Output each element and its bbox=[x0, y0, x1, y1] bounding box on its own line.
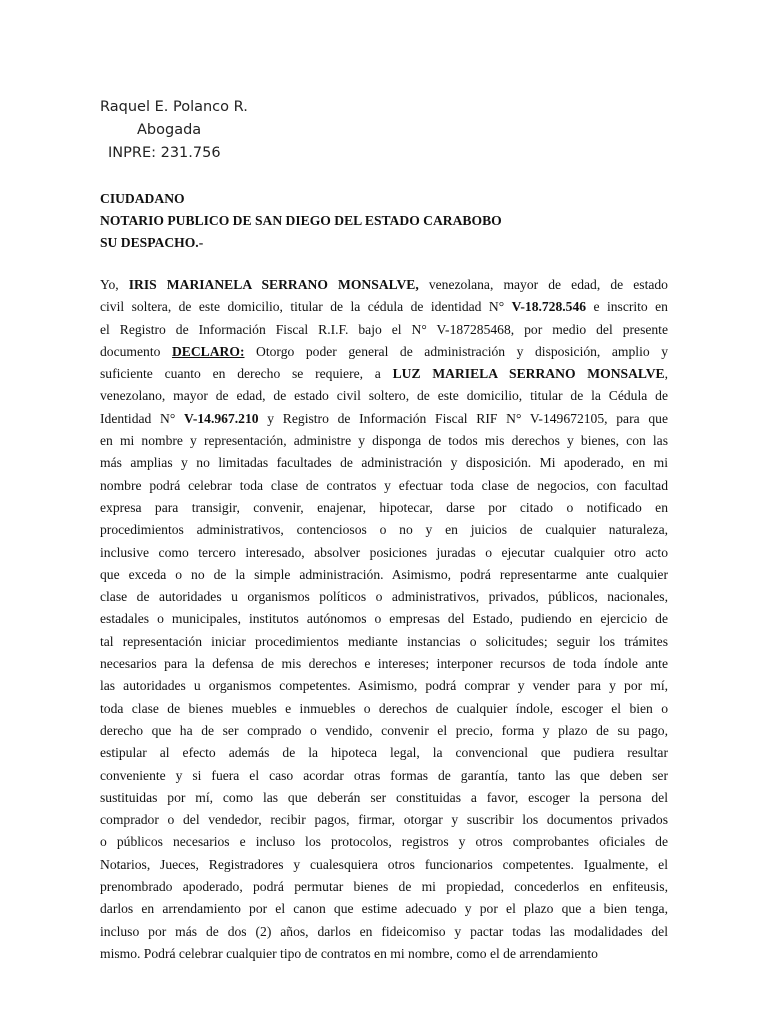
text-segment: Identidad N° bbox=[100, 410, 185, 426]
lawyer-inpre: INPRE: 231.756 bbox=[108, 145, 221, 161]
body-line: expresa para transigir, convenir, enajenar, hipotecar, darse por citado o notificado en bbox=[100, 499, 668, 515]
lawyer-title: Abogada bbox=[137, 122, 202, 138]
body-line: conveniente y si fuera el caso acordar otras formas de garantía, tanto las que deben ser bbox=[100, 767, 668, 783]
text-segment: Otorgo poder general de administración y disposición, amplio y bbox=[244, 343, 668, 359]
body-line: mismo. Podrá celebrar cualquier tipo de contratos en mi nombre, como el de arrendamiento bbox=[100, 945, 598, 961]
grantor-name: IRIS MARIANELA SERRANO MONSALVE, bbox=[128, 277, 419, 292]
addressee-line-2: NOTARIO PUBLICO DE SAN DIEGO DEL ESTADO CARABOBO bbox=[100, 213, 502, 228]
body-line: nombre podrá celebrar toda clase de contratos y efectuar toda clase de negocios, con facultad bbox=[100, 477, 668, 493]
addressee-line-1: CIUDADANO bbox=[100, 191, 185, 206]
attorney-name: LUZ MARIELA SERRANO MONSALVE bbox=[392, 366, 665, 382]
declaro-keyword: DECLARO: bbox=[171, 343, 245, 359]
body-line bbox=[100, 408, 668, 430]
body-line bbox=[100, 274, 668, 296]
text-segment: y Registro de Información Fiscal RIF N° V-149672105, para que bbox=[258, 410, 668, 426]
body-line: tal representación iniciar procedimientos mediante instancias o solicitudes; seguir los trámites bbox=[100, 633, 668, 649]
body-line: más amplias y no limitadas facultades de administración y disposición. Mi apoderado, en mi bbox=[100, 455, 668, 471]
text-segment: civil soltera, de este domicilio, titular de la cédula de identidad N° bbox=[100, 299, 512, 315]
body-line: estipular al efecto además de la hipoteca legal, la convencional que pudiera resultar bbox=[100, 745, 668, 761]
document-body bbox=[100, 274, 668, 965]
body-line: en mi nombre y representación, administre y disponga de todos mis derechos y bienes, con las bbox=[100, 433, 668, 449]
text-segment: documento bbox=[100, 343, 172, 359]
body-line: estadales o municipales, institutos autónomos o empresas del Estado, pudiendo en ejercicio de bbox=[100, 611, 668, 627]
lawyer-name: Raquel E. Polanco R. bbox=[100, 99, 248, 115]
body-line: sustituidas por mí, como las que deberán ser constituidas a favor, escoger la persona del bbox=[100, 789, 668, 805]
body-line: procedimientos administrativos, contenciosos o no y en juicios de cualquier naturaleza, bbox=[100, 522, 668, 538]
body-line bbox=[100, 363, 668, 385]
text-segment: e inscrito en bbox=[586, 299, 668, 315]
body-line: toda clase de bienes muebles e inmuebles o derechos de cualquier índole, escoger el bien o bbox=[100, 700, 668, 716]
body-line bbox=[100, 341, 668, 363]
addressee-line-3: SU DESPACHO.- bbox=[100, 235, 204, 250]
text-segment: venezolana, mayor de edad, de estado bbox=[418, 277, 668, 292]
body-line: el Registro de Información Fiscal R.I.F. bajo el N° V-187285468, por medio del presente bbox=[100, 321, 668, 337]
body-line: darlos en arrendamiento por el canon que estime adecuado y por el plazo que a bien tenga, bbox=[100, 901, 668, 917]
letterhead bbox=[100, 96, 248, 165]
text-segment: , bbox=[664, 366, 668, 382]
body-line: las autoridades u organismos competentes. Asimismo, podrá comprar y vender para y por mí, bbox=[100, 678, 668, 694]
grantor-id-number: V-18.728.546 bbox=[511, 299, 587, 315]
body-line: que exceda o no de la simple administración. Asimismo, podrá representarme ante cualquier bbox=[100, 566, 668, 582]
body-line: incluso por más de dos (2) años, darlos en fideicomiso y pactar todas las modalidades del bbox=[100, 923, 668, 939]
body-line: comprador o del vendedor, recibir pagos, firmar, otorgar y suscribir los documentos privados bbox=[100, 812, 668, 828]
body-line: Notarios, Jueces, Registradores y cualesquiera otros funcionarios competentes. Igualmente, el bbox=[100, 856, 668, 872]
body-line: prenombrado apoderado, podrá permutar bienes de mi propiedad, concederlos en enfiteusis, bbox=[100, 879, 668, 895]
body-line bbox=[100, 296, 668, 318]
body-line: o públicos necesarios e incluso los protocolos, registros y otros comprobantes oficiales de bbox=[100, 834, 668, 850]
addressee-block bbox=[100, 188, 502, 254]
text-segment: suficiente cuanto en derecho se requiere, a bbox=[100, 366, 393, 382]
body-line: venezolano, mayor de edad, de estado civil soltero, de este domicilio, titular de la Cédula de bbox=[100, 388, 668, 404]
text-segment: Yo, bbox=[100, 277, 129, 292]
attorney-id-number: V-14.967.210 bbox=[184, 410, 259, 426]
body-line: inclusive como tercero interesado, absolver posiciones juradas o ejecutar cualquier otro acto bbox=[100, 544, 668, 560]
body-line: derecho que ha de ser comprado o vendido, convenir el precio, forma y plazo de su pago, bbox=[100, 722, 668, 738]
body-line: clase de autoridades u organismos políticos o administrativos, privados, públicos, nacionales, bbox=[100, 589, 668, 605]
body-line: necesarios para la defensa de mis derechos e intereses; interponer recursos de toda índole ante bbox=[100, 656, 668, 672]
